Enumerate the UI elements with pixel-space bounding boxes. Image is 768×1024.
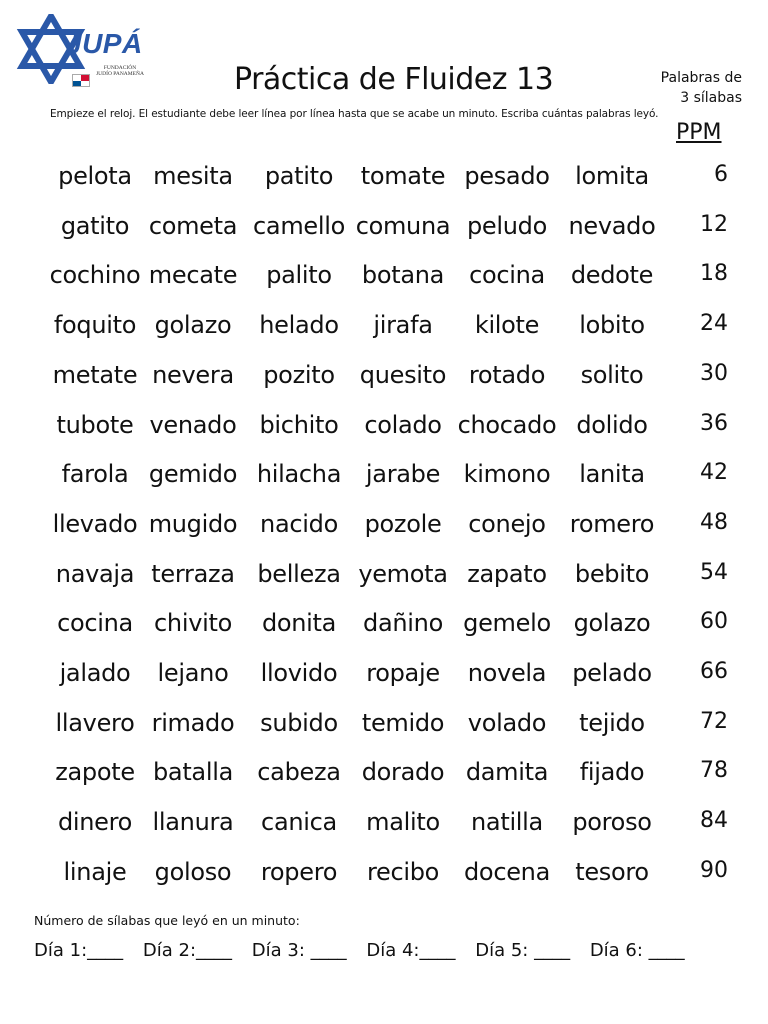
word: donita [261, 609, 337, 638]
word: farola [61, 460, 129, 489]
word: zapato [467, 559, 547, 588]
word: nevado [568, 211, 656, 240]
jupa-logo [16, 14, 156, 94]
row-word-count: 60 [700, 609, 728, 635]
word-row [40, 162, 740, 206]
word: kimono [463, 460, 551, 489]
word: lanita [579, 460, 645, 489]
word: helado [259, 311, 339, 340]
row-word-count: 6 [714, 162, 728, 187]
word: yemota [358, 559, 448, 588]
word: bichito [259, 410, 339, 439]
word: lejano [157, 659, 229, 687]
word: hilacha [256, 460, 342, 489]
word: damita [465, 758, 549, 787]
word: chivito [154, 609, 232, 638]
word: pelado [572, 659, 652, 687]
syllables-line-1: Palabras de [660, 70, 742, 86]
word: nacido [260, 509, 338, 538]
word: botana [361, 261, 445, 290]
word: lomita [575, 162, 649, 190]
word: fijado [579, 758, 645, 787]
word: novela [467, 659, 547, 687]
word: rotado [468, 360, 546, 389]
row-word-count: 78 [700, 758, 728, 784]
word: navaja [55, 559, 135, 588]
word-row [40, 808, 740, 852]
word: lobito [579, 311, 645, 340]
word: dorado [361, 758, 445, 787]
ppm-header: PPM [676, 120, 722, 145]
word: mugido [148, 509, 238, 538]
word: jirafa [373, 311, 433, 340]
word: jalado [59, 659, 131, 687]
instructions: Empieze el reloj. El estudiante debe leer línea por línea hasta que se acabe un minuto. Escriba cuántas palabras leyó. [50, 108, 659, 120]
word: dinero [57, 808, 133, 837]
word-row [40, 361, 740, 405]
word: peludo [467, 211, 547, 240]
day-2-field[interactable]: Día 2:____ [142, 940, 233, 961]
day-1-field[interactable]: Día 1:____ [34, 940, 124, 961]
word: comuna [355, 211, 451, 240]
word: dedote [570, 261, 654, 290]
word: batalla [152, 758, 233, 787]
word: golazo [573, 609, 651, 638]
word: llanura [152, 808, 234, 837]
word: gemido [148, 460, 238, 489]
word-row [40, 510, 740, 554]
syllables-line-2: 3 sílabas [680, 90, 742, 106]
day-records [34, 940, 699, 961]
word: recibo [366, 857, 440, 886]
row-word-count: 90 [700, 857, 728, 883]
word: conejo [468, 509, 546, 538]
word: jarabe [365, 460, 441, 489]
word: golazo [154, 311, 232, 340]
row-word-count: 72 [700, 708, 728, 734]
word: kilote [474, 311, 540, 340]
word-row [40, 609, 740, 653]
foundation-line-1: FUNDACIÓN [103, 65, 137, 71]
word: nevera [152, 360, 234, 389]
word: venado [149, 410, 237, 439]
word: tejido [579, 708, 645, 737]
word: natilla [471, 808, 543, 837]
row-word-count: 66 [700, 659, 728, 684]
word: goloso [154, 857, 232, 886]
day-6-field[interactable]: Día 6: ____ [589, 940, 685, 961]
day-4-field[interactable]: Día 4:____ [366, 940, 456, 961]
word: belleza [257, 559, 341, 588]
footer-label: Número de sílabas que leyó en un minuto: [34, 913, 300, 928]
day-5-field[interactable]: Día 5: ____ [475, 940, 571, 961]
foundation-line-2: JUDÍO PANAMEÑA [96, 71, 144, 77]
word: solito [580, 360, 644, 389]
word: bebito [574, 559, 650, 588]
word: pozole [364, 509, 442, 538]
word: malito [366, 808, 440, 837]
word: gemelo [463, 609, 551, 638]
page-title: Práctica de Fluidez 13 [234, 62, 554, 97]
logo-brand: JUPÁ [66, 28, 143, 59]
row-word-count: 18 [700, 261, 728, 287]
word: cometa [148, 211, 238, 240]
word-row [40, 411, 740, 455]
word: tubote [56, 410, 134, 439]
day-3-field[interactable]: Día 3: ____ [251, 940, 347, 961]
row-word-count: 12 [700, 211, 728, 237]
row-word-count: 84 [700, 808, 728, 834]
word: dañino [363, 609, 443, 638]
word: pelota [58, 162, 132, 190]
row-word-count: 24 [700, 311, 728, 337]
row-word-count: 30 [700, 360, 728, 386]
word-row [40, 758, 740, 802]
word: llevado [52, 509, 138, 538]
word: chocado [457, 410, 557, 439]
panama-flag-icon [72, 74, 90, 87]
row-word-count: 48 [700, 509, 728, 535]
word-row [40, 659, 740, 703]
word: volado [467, 708, 547, 737]
word: romero [569, 509, 655, 538]
row-word-count: 54 [700, 559, 728, 585]
word: foquito [53, 311, 137, 340]
word-row [40, 858, 740, 902]
logo-foundation-text [90, 65, 150, 77]
word: temido [361, 708, 445, 737]
word: canica [261, 808, 337, 837]
word: gatito [60, 211, 130, 240]
word: mesita [153, 162, 233, 190]
word: palito [266, 261, 332, 290]
row-word-count: 36 [700, 410, 728, 436]
word: ropero [260, 857, 338, 886]
word: cochino [49, 261, 141, 290]
row-word-count: 42 [700, 460, 728, 486]
word: camello [253, 211, 345, 240]
word: cabeza [257, 758, 341, 787]
word: dolido [576, 410, 648, 439]
word: subido [260, 708, 338, 737]
word: rimado [151, 708, 235, 737]
word: llovido [260, 659, 338, 687]
word-row [40, 311, 740, 355]
word: poroso [572, 808, 652, 837]
word: cocina [469, 261, 545, 290]
word: pesado [464, 162, 550, 190]
word: terraza [151, 559, 235, 588]
word-row [40, 212, 740, 256]
word: linaje [63, 857, 127, 886]
word: pozito [263, 360, 335, 389]
word: llavero [55, 708, 135, 737]
word: metate [52, 360, 138, 389]
word: tomate [360, 162, 446, 190]
word: ropaje [366, 659, 440, 687]
word: docena [464, 857, 550, 886]
syllables-note [650, 68, 742, 108]
word: mecate [148, 261, 238, 290]
word: zapote [55, 758, 135, 787]
word: colado [364, 410, 442, 439]
word-row [40, 460, 740, 504]
word: patito [264, 162, 334, 190]
word-row [40, 560, 740, 604]
word: quesito [359, 360, 447, 389]
word: cocina [57, 609, 133, 638]
word-row [40, 261, 740, 305]
word-row [40, 709, 740, 753]
word: tesoro [575, 857, 649, 886]
